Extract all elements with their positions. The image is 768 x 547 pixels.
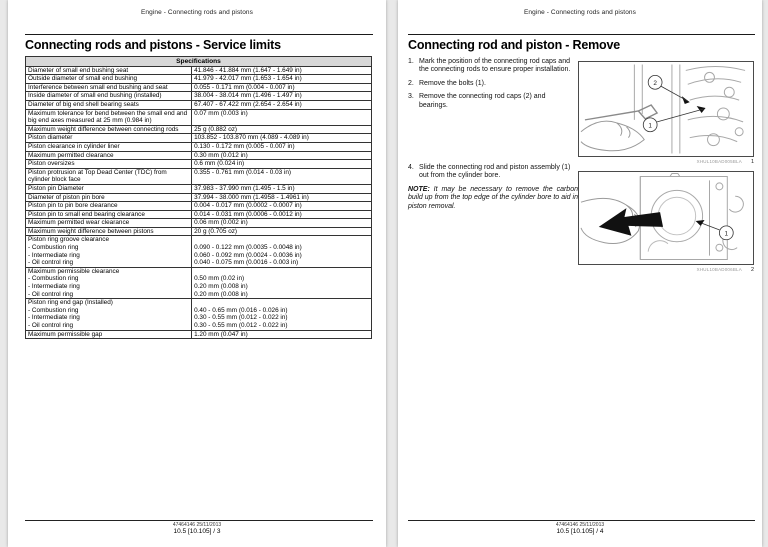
figure-1-illustration: [579, 62, 753, 156]
figure-2-ref-code: XHUL10BAD006BLA: [696, 267, 742, 272]
figure-1-caption: [578, 159, 754, 167]
figure-2-illustration: [579, 172, 753, 264]
spec-label: Inside diameter of small end bushing (installed): [26, 92, 192, 101]
table-row: [26, 202, 372, 211]
title-divider: [25, 34, 373, 35]
step-text: Remove the bolts (1).: [419, 79, 486, 87]
spec-label: Piston protrusion at Top Dead Center (TDC) from cylinder block face: [26, 168, 192, 184]
figure-1-number: 1: [750, 159, 754, 165]
procedure-steps-4: [408, 164, 574, 186]
footer-page-number: 10.5 [10.105] / 4: [556, 528, 604, 535]
spec-value: 0.355 - 0.761 mm (0.014 - 0.03 in): [192, 168, 372, 184]
footer-doc-code: 47464146 25/11/2013: [555, 522, 605, 528]
spec-label: Maximum permissible clearance - Combustion ring - Intermediate ring - Oil control ring: [26, 267, 192, 298]
table-row: [26, 210, 372, 219]
spec-label: Maximum permissible gap: [26, 330, 192, 339]
spec-label: Piston diameter: [26, 134, 192, 143]
table-row: [26, 83, 372, 92]
footer-divider: [25, 520, 373, 521]
step-number: 3.: [408, 93, 414, 101]
table-row: [26, 109, 372, 125]
spec-label: Piston pin to pin bore clearance: [26, 202, 192, 211]
spec-value: 0.50 mm (0.02 in) 0.20 mm (0.008 in) 0.20 mm (0.008 in): [192, 267, 372, 298]
spec-label: Diameter of piston pin bore: [26, 193, 192, 202]
spec-label: Maximum tolerance for bend between the small end and big end axes measured at 25 mm (0.984 in): [26, 109, 192, 125]
spec-value: 38.004 - 38.014 mm (1.496 - 1.497 in): [192, 92, 372, 101]
table-row: [26, 92, 372, 101]
page-right: [398, 0, 762, 547]
spec-label: Outside diameter of small end bushing: [26, 75, 192, 84]
spec-value: 37.983 - 37.990 mm (1.495 - 1.5 in): [192, 184, 372, 193]
table-row: [26, 236, 372, 267]
figure-1-ref-code: XHUL10BAD005BLA: [696, 159, 742, 164]
spec-value: 0.06 mm (0.002 in): [192, 219, 372, 228]
table-row: [26, 142, 372, 151]
step-number: 1.: [408, 58, 414, 65]
spec-label: Interference between small end bushing and seat: [26, 83, 192, 92]
footer-doc-code: 47464146 25/11/2013: [172, 522, 222, 528]
procedure-step: [408, 164, 574, 181]
table-row: [26, 100, 372, 109]
table-row: [26, 299, 372, 330]
spec-label: Maximum weight difference between pistons: [26, 227, 192, 236]
spec-value: 0.004 - 0.017 mm (0.0002 - 0.0007 in): [192, 202, 372, 211]
spec-value: 37.994 - 38.000 mm (1.4958 - 1.4961 in): [192, 193, 372, 202]
spec-label: Maximum permitted wear clearance: [26, 219, 192, 228]
table-row: [26, 168, 372, 184]
table-row: [26, 219, 372, 228]
procedure-step: [408, 80, 574, 88]
spec-label: Diameter of small end bushing seat: [26, 66, 192, 75]
spec-label: Piston oversizes: [26, 160, 192, 169]
spec-label: Piston pin Diameter: [26, 184, 192, 193]
table-row: [26, 267, 372, 298]
table-row: [26, 160, 372, 169]
running-header: Engine - Connecting rods and pistons: [523, 9, 636, 16]
note-label: NOTE:: [408, 186, 430, 193]
spec-value: 41.846 - 41.884 mm (1.647 - 1.649 in): [192, 66, 372, 75]
table-row: [26, 330, 372, 339]
spec-value: 67.407 - 67.422 mm (2.654 - 2.654 in): [192, 100, 372, 109]
note-text: It may be necessary to remove the carbon build up from the top edge of the cylinder bore to aid in piston removal.: [408, 186, 578, 210]
figure-2-callout-1: 1: [724, 230, 729, 238]
spec-label: Piston ring end gap (Installed) - Combustion ring - Intermediate ring - Oil control ring: [26, 299, 192, 330]
spec-label: Maximum weight difference between connecting rods: [26, 125, 192, 134]
table-row: [26, 125, 372, 134]
spec-value: 0.30 mm (0.012 in): [192, 151, 372, 160]
footer-page-number: 10.5 [10.105] / 3: [173, 528, 221, 535]
page-title: Connecting rods and pistons - Service limits: [25, 38, 281, 52]
spec-label: Piston ring groove clearance - Combustion ring - Intermediate ring - Oil control ring: [26, 236, 192, 267]
footer-divider: [408, 520, 755, 521]
page-footer: [8, 522, 386, 536]
table-row: [26, 151, 372, 160]
step-number: 4.: [408, 164, 414, 171]
step-number: 2.: [408, 79, 414, 87]
spec-value: 1.20 mm (0.047 in): [192, 330, 372, 339]
step-text: Slide the connecting rod and piston assembly (1) out from the cylinder bore.: [419, 164, 571, 180]
spec-label: Maximum permitted clearance: [26, 151, 192, 160]
spec-value: 0.130 - 0.172 mm (0.005 - 0.007 in): [192, 142, 372, 151]
figure-2-frame: [578, 171, 754, 265]
spec-value: 41.979 - 42.017 mm (1.653 - 1.654 in): [192, 75, 372, 84]
specifications-table: [25, 56, 372, 339]
procedure-step: [408, 58, 574, 75]
figure-2-caption: [578, 267, 754, 275]
spec-table-body: [26, 66, 372, 339]
table-row: [26, 66, 372, 75]
spec-value: 0.014 - 0.031 mm (0.0006 - 0.0012 in): [192, 210, 372, 219]
spec-value: 0.40 - 0.65 mm (0.016 - 0.026 in) 0.30 - 0.55 mm (0.012 - 0.022 in) 0.30 - 0.55 mm (0.012 - 0.022 in): [192, 299, 372, 330]
spec-value: 20 g (0.705 oz): [192, 227, 372, 236]
step-text: Mark the position of the connecting rod caps and the connecting rods to ensure proper installation.: [419, 58, 571, 74]
step-text: Remove the connecting rod caps (2) and bearings.: [419, 93, 546, 109]
table-row: [26, 193, 372, 202]
page-title: Connecting rod and piston - Remove: [408, 38, 620, 52]
table-row: [26, 184, 372, 193]
spec-value: 25 g (0.882 oz): [192, 125, 372, 134]
spec-label: Piston clearance in cylinder liner: [26, 142, 192, 151]
title-divider: [408, 34, 755, 35]
spec-label: Piston pin to small end bearing clearance: [26, 210, 192, 219]
table-header-cell: Specifications: [26, 57, 372, 67]
spec-value: 103.852 - 103.870 mm (4.089 - 4.089 in): [192, 134, 372, 143]
table-row: [26, 227, 372, 236]
spec-value: 0.6 mm (0.024 in): [192, 160, 372, 169]
spec-value: 0.07 mm (0.003 in): [192, 109, 372, 125]
page-footer: [398, 522, 762, 536]
spec-value: 0.090 - 0.122 mm (0.0035 - 0.0048 in) 0.060 - 0.092 mm (0.0024 - 0.0036 in) 0.040 - 0.075 mm (0.0016 - 0.003 in): [192, 236, 372, 267]
page-left: [8, 0, 386, 547]
figure-2-number: 2: [750, 267, 754, 273]
figure-1-callout-1: 1: [648, 122, 652, 130]
spec-value: 0.055 - 0.171 mm (0.004 - 0.007 in): [192, 83, 372, 92]
procedure-step: [408, 93, 574, 110]
table-row: [26, 75, 372, 84]
table-row: [26, 134, 372, 143]
procedure-steps-1-3: [408, 58, 574, 115]
running-header: Engine - Connecting rods and pistons: [140, 9, 253, 16]
spec-label: Diameter of big end shell bearing seats: [26, 100, 192, 109]
note-paragraph: [408, 186, 578, 211]
figure-1-frame: [578, 61, 754, 157]
table-header-row: [26, 57, 372, 67]
figure-1-callout-2: 2: [653, 79, 657, 87]
